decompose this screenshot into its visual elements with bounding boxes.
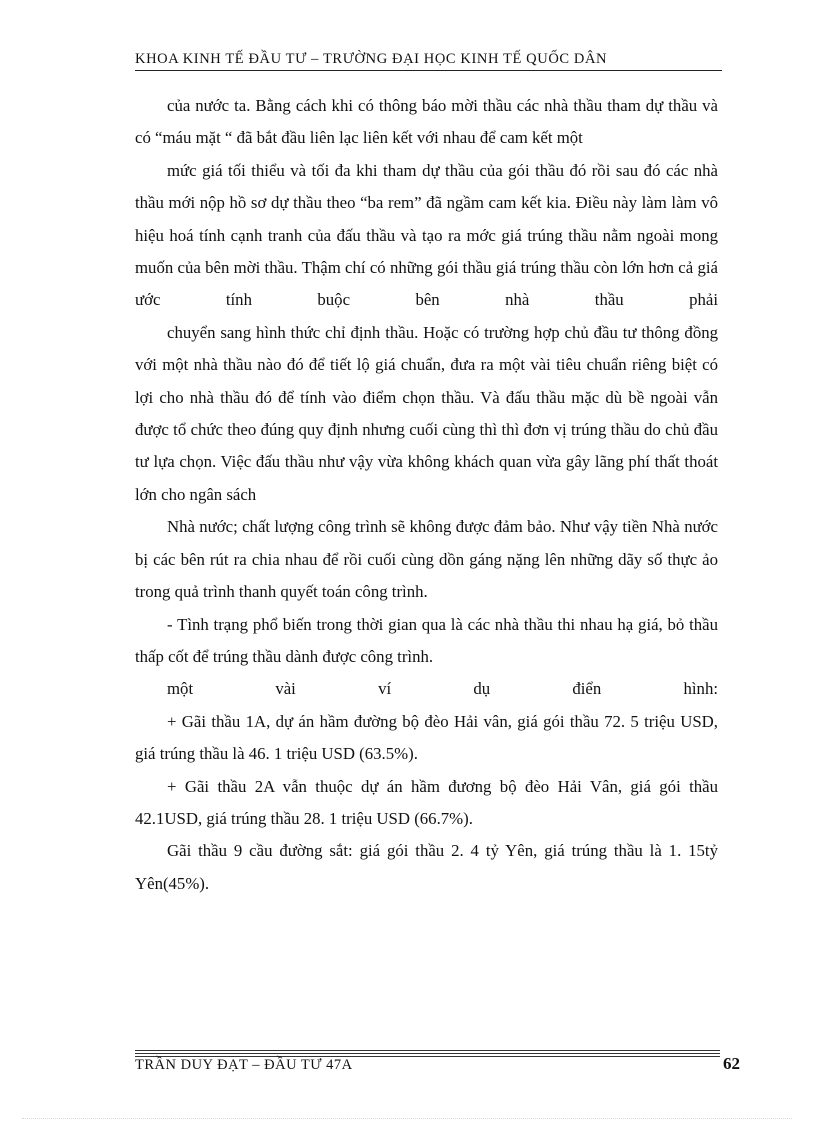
footer-author: TRẦN DUY ĐẠT – ĐẦU TƯ 47A <box>135 1057 353 1073</box>
paragraph: của nước ta. Bằng cách khi có thông báo mời thầu các nhà thầu tham dự thầu và có “máu mặt “ đã bắt đầu liên lạc liên kết với nhau để cam kết một <box>135 96 718 148</box>
paragraph: + Gãi thầu 1A, dự án hầm đường bộ đèo Hải vân, giá gói thầu 72. 5 triệu USD, giá trúng thầu là 46. 1 triệu USD (63.5%). <box>135 711 718 764</box>
document-body <box>135 90 718 900</box>
footer-divider <box>135 1053 720 1054</box>
paragraph: Gãi thầu 9 cầu đường sắt: giá gói thầu 2. 4 tỷ Yên, giá trúng thầu là 1. 15tỷ Yên(45%). <box>135 841 718 893</box>
paragraph: + Gãi thầu 2A vẫn thuộc dự án hầm đương bộ đèo Hải Vân, giá gói thầu 42.1USD, giá trúng thầu 28. 1 triệu USD (66.7%). <box>135 776 718 828</box>
page-edge <box>22 1118 792 1119</box>
header-title: KHOA KINH TẾ ĐẦU TƯ – TRƯỜNG ĐẠI HỌC KINH TẾ QUỐC DÂN <box>135 51 608 67</box>
paragraph: - Tình trạng phổ biến trong thời gian qua là các nhà thầu thi nhau hạ giá, bỏ thầu thấp cốt để trúng thầu dành được công trình. <box>135 614 718 666</box>
paragraph: chuyển sang hình thức chỉ định thầu. Hoặc có trường hợp chủ đầu tư thông đồng với một nhà thầu nào đó để tiết lộ giá chuẩn, đưa ra một vài tiêu chuẩn riêng biệt có lợi cho nhà thầu đó để tính vào điểm chọn thầu. Và đấu thầu mặc dù bề ngoài vẫn được tổ chức theo đúng quy định nhưng cuối cùng thì thì đơn vị trúng thầu do chủ đầu tư lựa chọn. Việc đấu thầu như vậy vừa không khách quan vừa gây lãng phí thất thoát lớn cho ngân sách <box>135 322 718 504</box>
paragraph: mức giá tối thiểu và tối đa khi tham dự thầu của gói thầu đó rồi sau đó các nhà thầu mới nộp hồ sơ dự thầu theo “ba rem” đã ngầm cam kết kia. Điều này làm làm vô hiệu hoá tính cạnh tranh của đấu thầu và tạo ra mớc giá trúng thầu nằm ngoài mong muốn của bên mời thầu. Thậm chí có những gói thầu giá trúng thầu còn lớn hơn cả giá ước tính buộc bên nhà thầu phải <box>135 160 718 310</box>
page-number: 62 <box>723 1054 740 1073</box>
footer-divider <box>135 1050 720 1051</box>
paragraph: một vài ví dụ điển hình: <box>167 679 718 699</box>
paragraph: Nhà nước; chất lượng công trình sẽ không được đảm bảo. Như vậy tiền Nhà nước bị các bên rút ra chia nhau để rồi cuối cùng dồn gáng nặng lên những dãy số thực ảo trong quả trình thanh quyết toán công trình. <box>135 517 718 602</box>
page-header <box>135 50 722 71</box>
